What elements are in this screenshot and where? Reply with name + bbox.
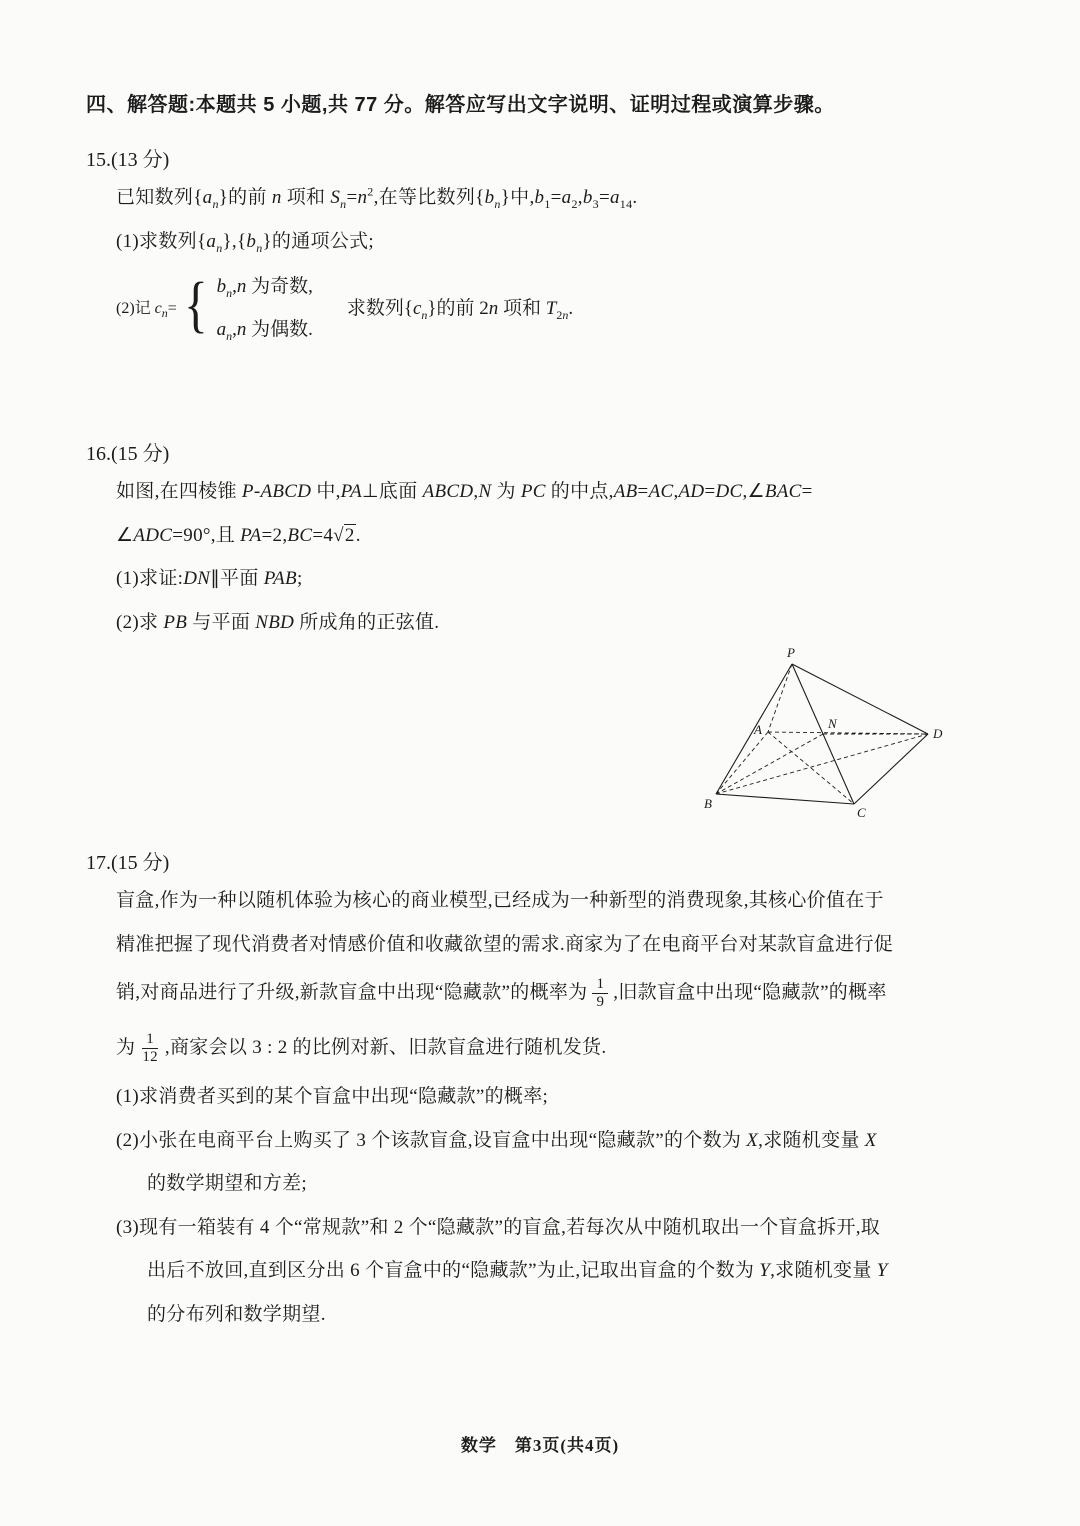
- problem-17-part1: (1)求消费者买到的某个盲盒中出现“隐藏款”的概率;: [116, 1086, 549, 1107]
- problem-15: [86, 143, 1002, 341]
- problem-17-intro-4: 为 $\frac{1}{12}$ ,商家会以 3 : 2 的比例对新、旧款盲盒进行随机发货.: [116, 1030, 607, 1065]
- figure-label-p: P: [787, 645, 795, 660]
- problem-16-part2: (2)求 PB 与平面 NBD 所成角的正弦值.: [116, 611, 440, 633]
- problem-15-part2: [116, 271, 1002, 341]
- problem-16-number: 16.(15 分): [86, 443, 170, 465]
- problem-17-part3-cont-2: 的分布列和数学期望.: [147, 1303, 326, 1325]
- page-footer: 数学 第3页(共4页): [460, 1436, 620, 1455]
- case-lines: [217, 271, 313, 341]
- problem-17-part2: (2)小张在电商平台上购买了 3 个该款盲盒,设盲盒中出现“隐藏款”的个数为 X,求随机变量 X: [116, 1129, 877, 1151]
- problem-16: [86, 437, 1002, 818]
- problem-17-part2-cont: 的数学期望和方差;: [147, 1173, 307, 1194]
- problem-17-number: 17.(15 分): [86, 852, 170, 874]
- case-prefix: (2)记 $c_n=$: [116, 299, 177, 320]
- problem-16-part1: (1)求证:DN∥平面 PAB;: [116, 568, 303, 589]
- pyramid-figure: [702, 646, 942, 818]
- figure-label-n: N: [828, 716, 837, 731]
- problem-16-statement-1: 如图,在四棱锥 P-ABCD 中,PA⊥底面 ABCD,N 为 PC 的中点,AB=AC,AD=DC,∠BAC=: [116, 481, 813, 502]
- dashed-edges: [716, 664, 928, 804]
- problem-17-part3: (3)现有一箱装有 4 个“常规款”和 2 个“隐藏款”的盲盒,若每次从中随机取出一个盲盒拆开,取: [116, 1216, 881, 1238]
- problem-15-part1: (1)求数列$\{a_n\},\{b_n\}$的通项公式;: [116, 230, 375, 255]
- figure-label-d: D: [933, 726, 943, 741]
- problem-17-intro-2: 精准把握了现代消费者对情感价值和收藏欲望的需求.商家为了在电商平台对某款盲盒进行促: [116, 933, 894, 955]
- problem-15-body: [116, 184, 1002, 341]
- problem-17-part3-cont-1: 出后不放回,直到区分出 6 个盲盒中的“隐藏款”为止,记取出盲盒的个数为 Y,求随机变量 Y: [147, 1260, 888, 1281]
- figure-wrap: [116, 646, 1002, 818]
- problem-15-statement: 已知数列$\{a_n\}$的前 n 项和 $S_n=n^2$,在等比数列$\{b_n\}$中$,b_1=a_2,b_3=a_{14}$.: [116, 184, 638, 211]
- case-suffix: 求数列$\{c_n\}$的前 2n 项和 $T_{2n}$.: [346, 297, 574, 322]
- problem-17-intro-3: 销,对商品进行了升级,新款盲盒中出现“隐藏款”的概率为 $\frac{1}{9}$ ,旧款盲盒中出现“隐藏款”的概率: [116, 976, 887, 1011]
- problem-17-intro-1: 盲盒,作为一种以随机体验为核心的商业模型,已经成为一种新型的消费现象,其核心价值在于: [116, 890, 884, 911]
- problem-17: [86, 846, 1002, 1329]
- problem-16-body: [116, 478, 1002, 818]
- problem-15-number: 15.(13 分): [86, 149, 170, 171]
- section-header: 四、解答题:本题共 5 小题,共 77 分。解答应写出文字说明、证明过程或演算步骤。: [86, 94, 835, 116]
- problem-16-statement-2: ∠ADC=90°,且 PA=2,BC=4√2.: [116, 524, 361, 546]
- figure-label-b: B: [704, 796, 712, 811]
- figure-label-c: C: [857, 805, 866, 820]
- case-bottom: $a_n,n$ 为偶数.: [216, 319, 313, 343]
- figure-label-a: A: [754, 722, 762, 737]
- case-top: $b_n,n$ 为奇数,: [216, 276, 313, 300]
- case-brace: {: [183, 271, 208, 340]
- problem-17-body: [116, 887, 1002, 1329]
